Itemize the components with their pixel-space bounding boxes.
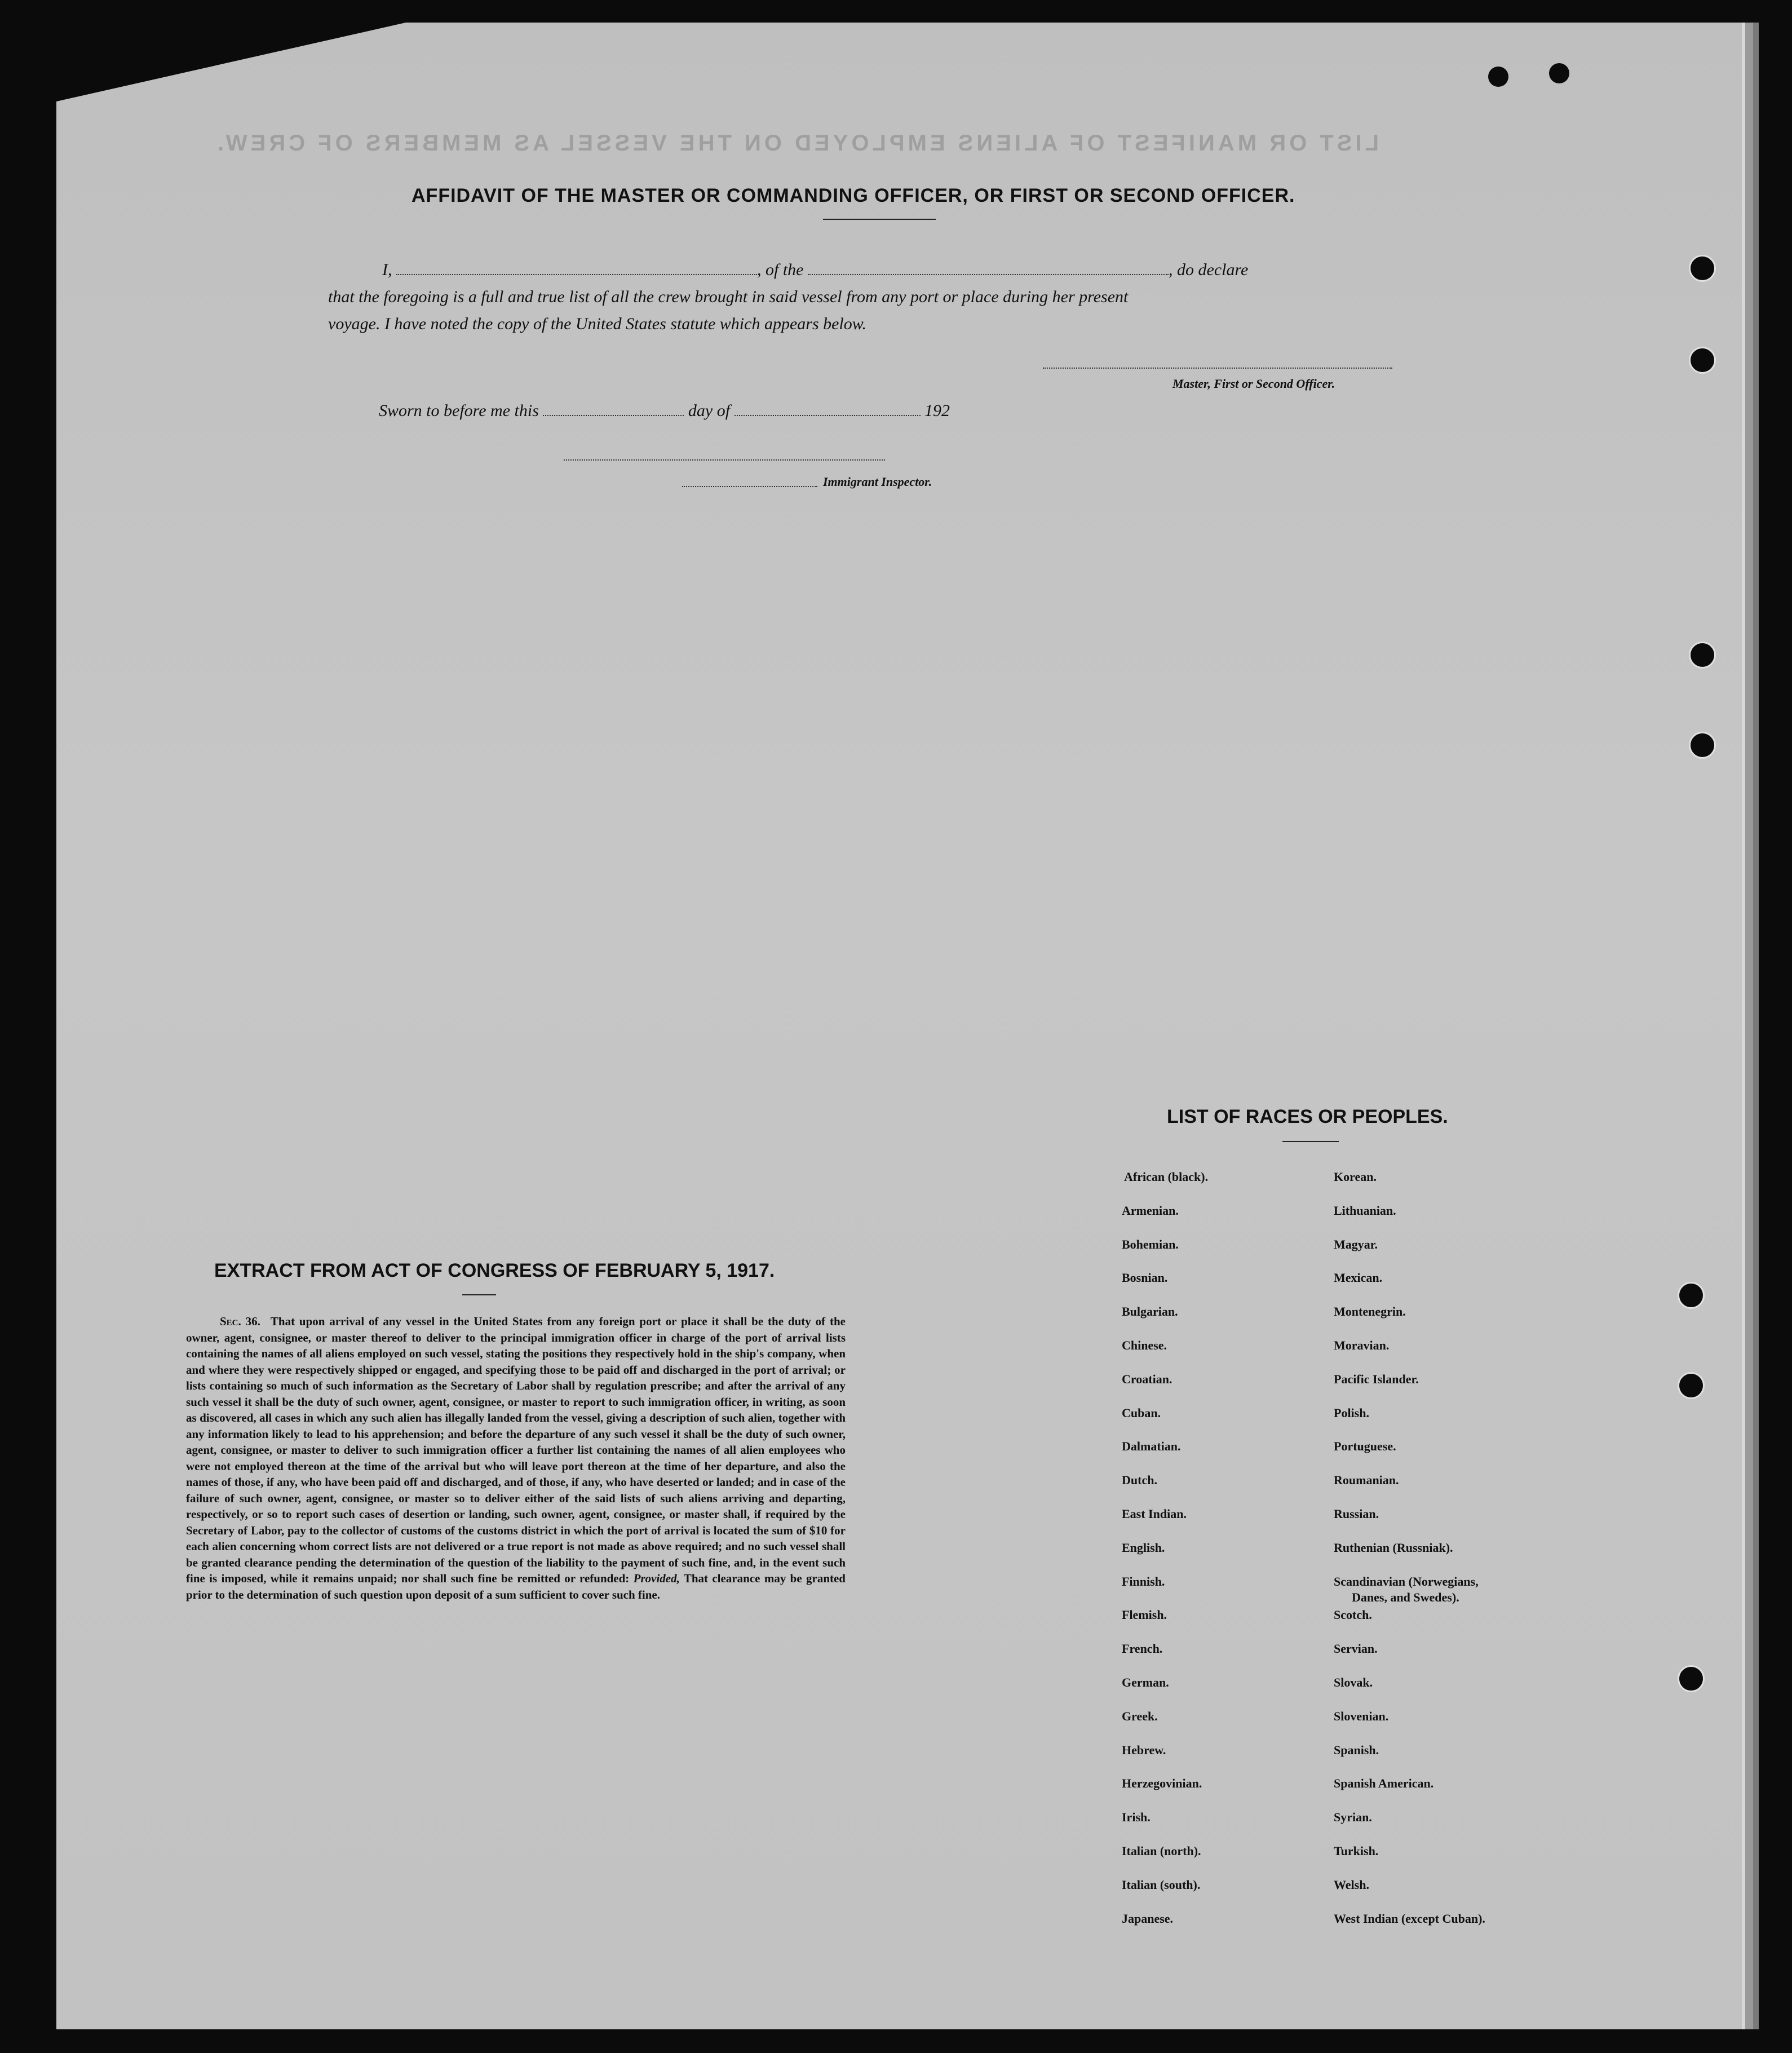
sworn-line [379,401,950,421]
race-item: Dalmatian. [1122,1439,1181,1454]
race-item: Dutch. [1122,1473,1157,1488]
race-item: Spanish American. [1334,1776,1434,1791]
race-item: German. [1122,1675,1169,1689]
race-item: Moravian. [1334,1338,1390,1352]
race-item: French. [1122,1641,1163,1656]
race-item: East Indian. [1122,1507,1187,1521]
affidavit-line-1 [382,260,1248,280]
race-item: Armenian. [1122,1203,1179,1218]
race-item: Croatian. [1122,1371,1172,1386]
sworn-day-field[interactable] [543,415,684,416]
vessel-field[interactable] [808,274,1169,275]
race-item: English. [1122,1540,1165,1555]
race-item: Welsh. [1334,1877,1369,1892]
do-declare-label: , do declare [1169,260,1249,279]
race-item: Finnish. [1122,1574,1165,1589]
ink-dot [1549,63,1569,83]
section-number: Sec. 36. [220,1315,260,1328]
race-item: Portuguese. [1334,1439,1396,1454]
provided-word: Provided, [633,1572,680,1585]
race-item: Scotch. [1334,1608,1372,1622]
affidavit-title: AFFIDAVIT OF THE MASTER OR COMMANDING OFFICER, OR FIRST OR SECOND OFFICER. [412,185,1295,206]
race-item-continuation: Danes, and Swedes). [1352,1590,1459,1604]
race-item: Mexican. [1334,1271,1383,1285]
race-item: Hebrew. [1122,1742,1166,1757]
inspector-signature-field[interactable] [564,459,885,461]
race-item: Polish. [1334,1405,1369,1420]
race-item: Greek. [1122,1709,1158,1723]
race-item: Spanish. [1334,1742,1379,1757]
race-item: Magyar. [1334,1237,1378,1251]
race-item: Italian (south). [1122,1877,1201,1892]
race-item: Herzegovinian. [1122,1776,1202,1791]
race-item: Roumanian. [1334,1473,1399,1488]
races-title: LIST OF RACES OR PEOPLES. [1167,1106,1448,1127]
race-item: Cuban. [1122,1405,1161,1420]
punch-hole [1678,1372,1705,1399]
master-signature-field[interactable] [1043,368,1392,369]
year-label: 192 [924,401,950,420]
punch-hole [1678,1665,1705,1692]
punch-hole [1689,347,1716,374]
inspector-label: Immigrant Inspector. [823,475,932,489]
race-item: Bosnian. [1122,1271,1168,1285]
race-item: Ruthenian (Russniak). [1334,1540,1453,1555]
punch-hole [1689,732,1716,759]
race-item: Montenegrin. [1334,1304,1406,1319]
master-signature-label: Master, First or Second Officer. [1172,377,1335,391]
race-item: Slovenian. [1334,1709,1389,1723]
punch-hole [1689,641,1716,669]
punch-hole [1689,255,1716,282]
race-item: Bulgarian. [1122,1304,1178,1319]
extract-body [186,1313,846,1603]
day-of-label: day of [688,401,731,420]
races-underline [1282,1141,1339,1142]
race-item: Flemish. [1122,1608,1167,1622]
ink-dot [1488,67,1508,87]
name-field[interactable] [396,274,757,275]
document-sheet [56,23,1745,2029]
race-item: Chinese. [1122,1338,1167,1352]
affidavit-pronoun: I, [382,260,392,279]
sworn-month-field[interactable] [735,415,921,416]
race-item: Scandinavian (Norwegians, [1334,1574,1479,1589]
race-item: West Indian (except Cuban). [1334,1911,1485,1926]
race-item: Russian. [1334,1507,1379,1521]
title-underline [823,219,936,220]
race-item: Slovak. [1334,1675,1373,1689]
extract-title: EXTRACT FROM ACT OF CONGRESS OF FEBRUARY 5, 1917. [214,1260,775,1281]
race-item: African (black). [1124,1170,1209,1184]
folded-corner [56,23,406,101]
race-item: Korean. [1334,1170,1377,1184]
section-text-end: That clearance may be granted prior to the determination of such question upon deposit of a sum sufficient to cover such fine. [186,1572,846,1601]
punch-hole [1678,1282,1705,1309]
bleed-through-header: LIST OR MANIFEST OF ALIENS EMPLOYED ON THE VESSEL AS MEMBERS OF CREW. [214,131,1379,156]
inspector-field-short[interactable] [682,486,817,487]
race-item: Turkish. [1334,1844,1379,1858]
sworn-label: Sworn to before me this [379,401,539,420]
race-item: Italian (north). [1122,1844,1201,1858]
race-item: Lithuanian. [1334,1203,1396,1218]
race-item: Pacific Islander. [1334,1371,1419,1386]
extract-underline [462,1294,496,1295]
affidavit-line-3: voyage. I have noted the copy of the United States statute which appears below. [328,315,867,333]
race-item: Servian. [1334,1641,1378,1656]
race-item: Japanese. [1122,1911,1174,1926]
race-item: Irish. [1122,1810,1151,1825]
of-the-label: , of the [757,260,804,279]
race-item: Bohemian. [1122,1237,1179,1251]
race-item: Syrian. [1334,1810,1372,1825]
affidavit-line-2: that the foregoing is a full and true list of all the crew brought in said vessel from any port or place during her present [328,287,1129,306]
section-text: That upon arrival of any vessel in the United States from any foreign port or place it shall be the duty of the owner, agent, consignee, or master thereof to deliver to the principal immigration officer in charge of the port of arrival lists containing the names of all aliens employed on such vessel, stating the positions they respectively hold in the ship's company, when and where they were respectively shipped or engaged, and specifying those to be paid off and discharged in the port of arrival; or lists containing so much of such information as the Secretary of Labor shall by regulation prescribe; and after the arrival of any such vessel it shall be the duty of such owner, agent, consignee, or master to report to such immigration officer, in writing, as soon as discovered, all cases in which any such alien has illegally landed from the vessel, giving a description of such alien, together with any information likely to lead to his apprehension; and before the departure of any such vessel it shall be the duty of such owner, agent, consignee, or master to deliver to such immigration officer a further list containing the names of all alien employees who were not employed thereon at the time of the arrival but who will leave port thereon at the time of her departure, and also the names of those, if any, who have been paid off and discharged, and of those, if any, who have deserted or landed; and in case of the failure of such owner, agent, consignee, or master so to deliver either of the said lists of such aliens arriving and departing, respectively, or so to report such cases of desertion or landing, such owner, agent, consignee, or master shall, if required by the Secretary of Labor, pay to the collector of customs of the customs district in which the port of arrival is located the sum of $10 for each alien concerning whom correct lists are not delivered or a true report is not made as above required; and no such vessel shall be granted clearance pending the determination of the question of the liability to the payment of such fine, and, in the event such fine is imposed, while it remains unpaid; nor shall such fine be remitted or refunded: [186,1315,846,1585]
